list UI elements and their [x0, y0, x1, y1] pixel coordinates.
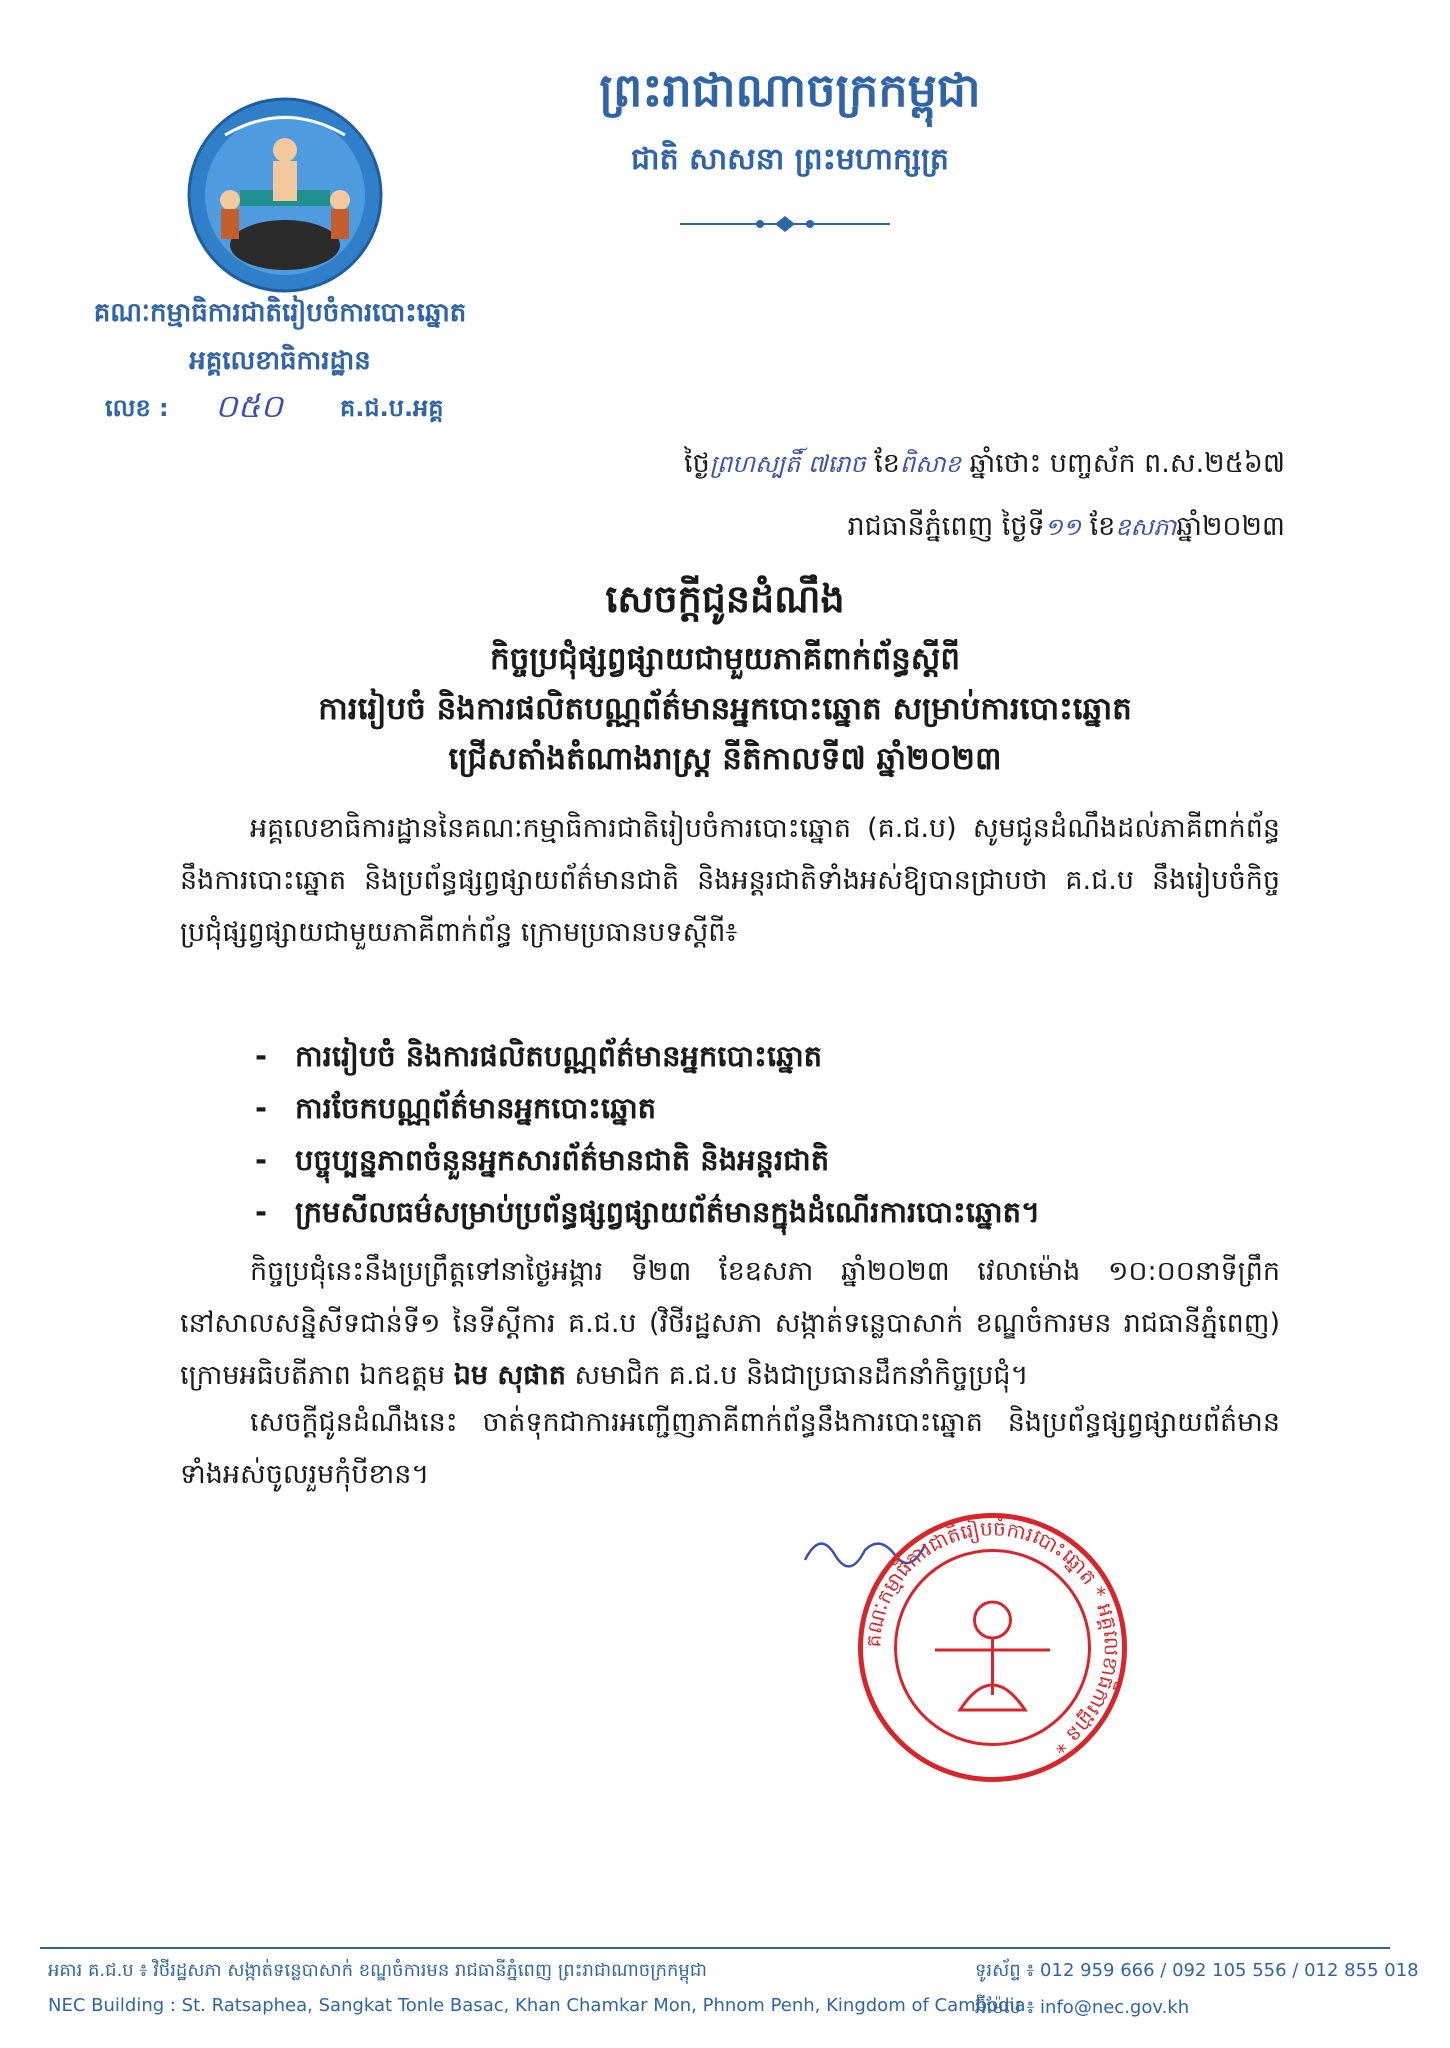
solar-month-handwritten: ឧសភា [1115, 513, 1177, 541]
footer-divider [40, 1947, 1390, 1949]
topic-item [255, 1082, 1255, 1134]
organization-name: គណៈកម្មាធិការជាតិរៀបចំការបោះឆ្នោត [93, 298, 467, 328]
lunar-month-handwritten: ពិសាខ [899, 450, 961, 478]
topic-item [255, 1134, 1255, 1186]
national-motto: ជាតិ សាសនា ព្រះមហាក្សត្រ [631, 142, 949, 177]
footer-address-khmer: អគារ គ.ជ.ប ៖ វិថីរដ្ឋសភា សង្កាត់ទន្លេបាសាក់ ខណ្ឌចំការមន រាជធានីភ្នំពេញ ព្រះរាជាណាចក្រកម្ពុជា [48, 1960, 707, 1981]
topic-bullet: - [255, 1039, 268, 1073]
footer-email: អ៊ីម៉ែល ៖ info@nec.gov.kh [975, 1997, 1190, 2018]
reference-code: គ.ជ.ប.អគ្គ [340, 394, 444, 422]
lunar-month-prefix: ខែ [874, 448, 900, 479]
lunar-day-prefix: ថ្ងៃ [684, 448, 710, 479]
lunar-day-handwritten: ព្រហស្បតិ៍ ៧រោច [709, 450, 866, 478]
topic-text: ការរៀបចំ និងការផលិតបណ្ណព័ត៌មានអ្នកបោះឆ្នោត [295, 1039, 823, 1073]
meeting-details-text: កិច្ចប្រជុំនេះនឹងប្រព្រឹត្តទៅនាថ្ងៃអង្គារ ទី២៣ ខែឧសភា ឆ្នាំ២០២៣ វេលាម៉ោង ១០:០០នាទីព្រឹក នៅសាលសន្និសីទជាន់ទី១ នៃទីស្តីការ គ.ជ.ប (វិថីរដ្ឋសភា សង្កាត់ទន្លេបាសាក់ ខណ្ឌចំការមន រាជធានីភ្នំពេញ) ក្រោមអធិបតីភាព ឯកឧត្តម [180, 1256, 1280, 1391]
topic-list [255, 1030, 1255, 1238]
nec-logo [185, 95, 385, 295]
closing-paragraph: សេចក្តីជូនដំណឹងនេះ ចាត់ទុកជាការអញ្ជើញភាគីពាក់ព័ន្ធនឹងការបោះឆ្នោត និងប្រព័ន្ធផ្សព្វផ្សាយព័ត៌មានទាំងអស់ចូលរួមកុំបីខាន។ [180, 1407, 1280, 1490]
presider-name: ឯម សុផាត [453, 1360, 566, 1391]
solar-day-handwritten: ១១ [1044, 513, 1081, 541]
solar-month-prefix: ខែ [1089, 511, 1116, 542]
intro-paragraph: អគ្គលេខាធិការដ្ឋាននៃគណៈកម្មាធិការជាតិរៀបចំការបោះឆ្នោត (គ.ជ.ប) សូមជូនដំណឹងដល់ភាគីពាក់ព័ន្ធនឹងការបោះឆ្នោត និងប្រព័ន្ធផ្សព្វផ្សាយព័ត៌មានជាតិ និងអន្តរជាតិទាំងអស់ឱ្យបានជ្រាបថា គ.ជ.ប នឹងរៀបចំកិច្ចប្រជុំផ្សព្វផ្សាយជាមួយភាគីពាក់ព័ន្ធ ក្រោមប្រធានបទស្តីពី៖ [180, 813, 1280, 948]
department-name: អគ្គលេខាធិការដ្ឋាន [189, 346, 371, 376]
topic-text: បច្ចុប្បន្នភាពចំនួនអ្នកសារព័ត៌មានជាតិ និងអន្តរជាតិ [295, 1143, 830, 1177]
topic-item [255, 1186, 1255, 1238]
topic-bullet: - [255, 1195, 268, 1229]
topic-text: ក្រមសីលធម៌សម្រាប់ប្រព័ន្ធផ្សព្វផ្សាយព័ត៌មានក្នុងដំណើរការបោះឆ្នោត។ [295, 1195, 1041, 1229]
official-seal-stamp [855, 1510, 1130, 1785]
reference-number: ០៥០ [215, 387, 283, 425]
divider-ornament [680, 214, 890, 234]
solar-year: ឆ្នាំ២០២៣ [1176, 511, 1285, 542]
seal-text: គណៈកម្មាធិការជាតិរៀបចំការបោះឆ្នោត * អគ្គលេខាធិការដ្ឋាន * [861, 1516, 1124, 1759]
solar-day-prefix: រាជធានីភ្នំពេញ ថ្ងៃទី [847, 511, 1045, 542]
subtitle-line-2: ការរៀបចំ និងការផលិតបណ្ណព័ត៌មានអ្នកបោះឆ្នោត សម្រាប់ការបោះឆ្នោត [318, 691, 1132, 727]
kingdom-heading: ព្រះរាជាណាចក្រកម្ពុជា [599, 63, 981, 117]
lunar-year: ឆ្នាំថោះ បញ្ចស័ក ព.ស.២៥៦៧ [969, 448, 1285, 479]
reference-label: លេខ : [105, 394, 169, 422]
topic-text: ការចែកបណ្ណព័ត៌មានអ្នកបោះឆ្នោត [295, 1091, 657, 1125]
subtitle-line-3: ជ្រើសតាំងតំណាងរាស្ត្រ នីតិកាលទី៧ ឆ្នាំ២០២៣ [448, 741, 1002, 777]
topic-bullet: - [255, 1143, 268, 1177]
footer-phone: ទូរស័ព្ទ ៖ 012 959 666 / 092 105 556 / 012 855 018 [975, 1960, 1419, 1981]
lunar-date [684, 447, 1285, 486]
meeting-details-paragraph [180, 1246, 1280, 1402]
solar-date [848, 510, 1285, 549]
topic-bullet: - [255, 1091, 268, 1125]
meeting-details-text-end: សមាជិក គ.ជ.ប និងជាប្រធានដឹកនាំកិច្ចប្រជុំ។ [565, 1360, 1029, 1391]
document-title: សេចក្តីជូនដំណឹង [605, 577, 845, 621]
subtitle-line-1: កិច្ចប្រជុំផ្សព្វផ្សាយជាមួយភាគីពាក់ព័ន្ធស្តីពី [490, 641, 960, 677]
topic-item [255, 1030, 1255, 1082]
footer-address-english: NEC Building : St. Ratsaphea, Sangkat Tonle Basac, Khan Chamkar Mon, Phnom Penh, Kingdom of Cambodia [48, 1995, 1026, 2016]
